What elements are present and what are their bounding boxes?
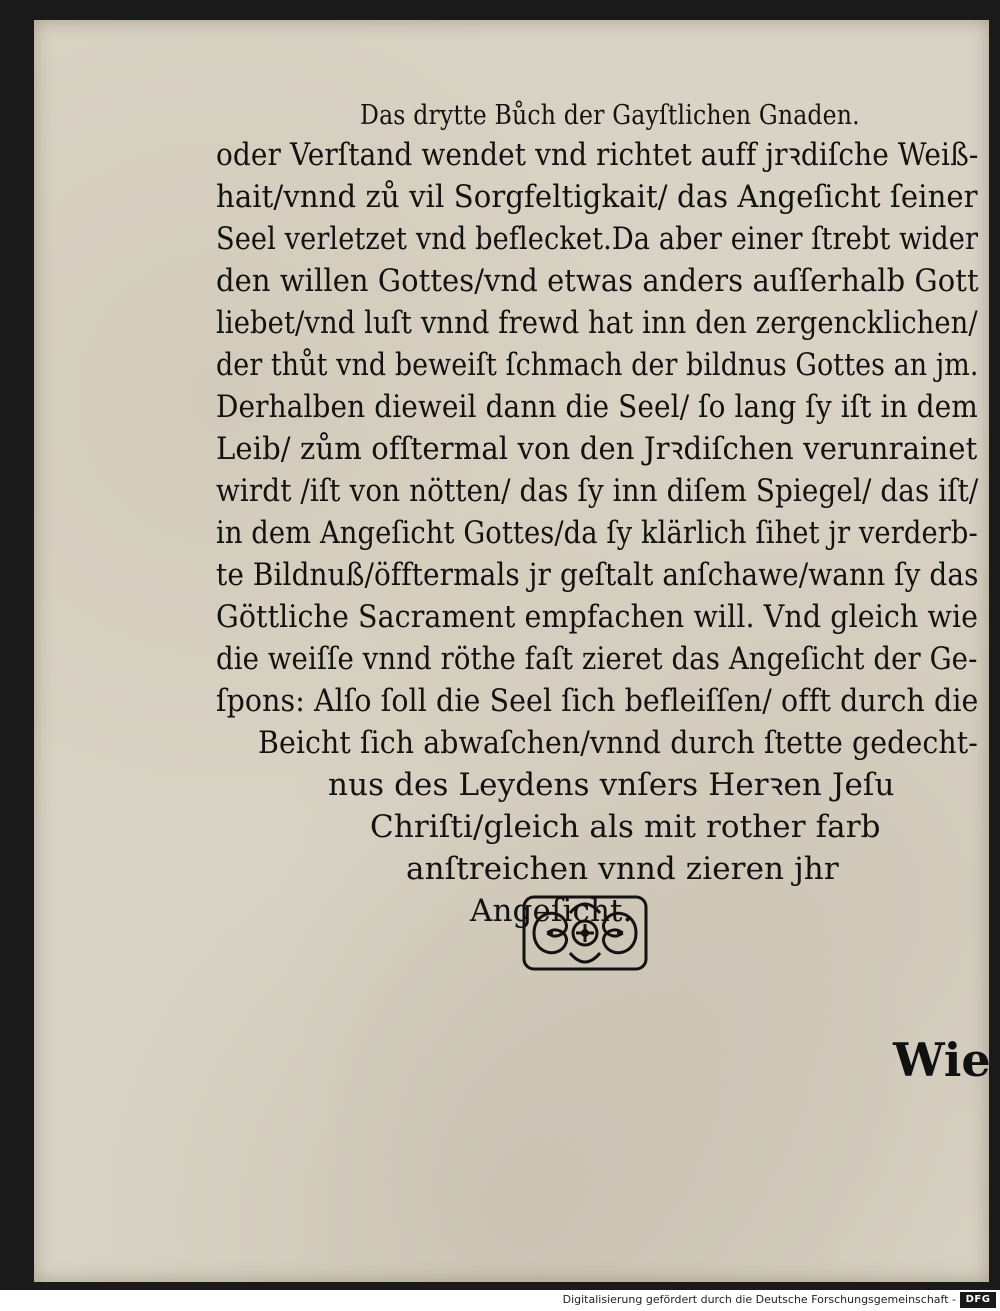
text-line: Angeſicht. xyxy=(470,893,633,929)
text-line: der thůt vnd beweiſt ſchmach der bildnus Gottes an jm. xyxy=(216,347,979,383)
text-line: nus des Leydens vnſers Herꝛen Jeſu xyxy=(328,767,895,803)
text-line: Chriſti/gleich als mit rother farb xyxy=(370,809,881,845)
text-line: Seel verletzet vnd beflecket.Da aber einer ſtrebt wider xyxy=(216,221,979,257)
text-line: oder Verſtand wendet vnd richtet auff jrꝛdiſche Weiß- xyxy=(216,137,979,173)
text-line: liebet/vnd luſt vnnd frewd hat inn den zergencklichen/ xyxy=(216,305,978,341)
printers-ornament-icon xyxy=(520,893,650,973)
text-line: wirdt /iſt von nötten/ das ſy inn diſem Spiegel/ das iſt/ xyxy=(216,473,979,509)
text-line: Leib/ zům ofſtermal von den Jrꝛdiſchen verunrainet xyxy=(216,431,978,467)
text-line: Beicht ſich abwaſchen/vnnd durch ſtette gedecht- xyxy=(258,725,978,761)
text-line: in dem Angeſicht Gottes/da ſy klärlich ſihet jr verderb- xyxy=(216,515,978,551)
text-line: anſtreichen vnnd zieren jhr xyxy=(406,851,839,887)
footer-bar xyxy=(0,1290,1000,1311)
catchword: Wie xyxy=(893,1033,991,1087)
text-line: Derhalben dieweil dann die Seel/ ſo lang ſy iſt in dem xyxy=(216,389,978,425)
dfg-logo-icon: DFG xyxy=(960,1292,996,1308)
text-line: hait/vnnd zů vil Sorgfeltigkait/ das Angeſicht ſeiner xyxy=(216,179,978,215)
funding-notice: Digitalisierung gefördert durch die Deutsche Forschungsgemeinschaft - xyxy=(562,1293,956,1306)
text-line: die weiſſe vnnd röthe faſt zieret das Angeſicht der Ge- xyxy=(216,641,978,677)
text-line: te Bildnuß/öfftermals jr geſtalt anſchawe/wann ſy das xyxy=(216,557,979,593)
text-line: den willen Gottes/vnd etwas anders auſſerhalb Gott xyxy=(216,263,979,299)
text-line: ſpons: Alſo ſoll die Seel ſich befleiſſen/ offt durch die xyxy=(216,683,979,719)
text-line: Göttliche Sacrament empfachen will. Vnd gleich wie xyxy=(216,599,979,635)
running-head: Das drytte Bůch der Gayſtlichen Gnaden. xyxy=(360,100,860,131)
